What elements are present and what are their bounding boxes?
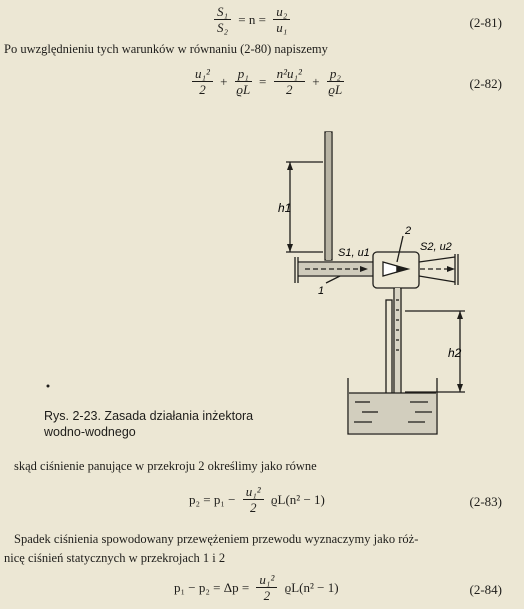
equation-2-84 <box>172 572 341 603</box>
equation-number: (2-82) <box>469 76 502 91</box>
piezometer-fill-1 <box>326 132 331 260</box>
fraction-numerator: S₁ <box>214 4 231 20</box>
equation-2-83 <box>187 484 327 515</box>
fraction-denominator: ϱL <box>328 82 343 97</box>
fraction-numerator: u₁² <box>243 484 264 500</box>
label-s1-u1: S1, u1 <box>338 247 370 259</box>
equation-lhs: p₁ − p₂ = Δp = <box>174 579 250 595</box>
label-h1: h1 <box>278 201 292 215</box>
paragraph-line-2: nicę ciśnień statycznych w przekrojach 1 i 2 <box>4 551 226 565</box>
equation-rhs: ϱL(n² − 1) <box>284 579 339 595</box>
label-s2-u2: S2, u2 <box>420 241 452 253</box>
plus-sign: + <box>220 73 228 89</box>
fraction-denominator: 2 <box>199 82 206 97</box>
fraction-numerator: u₁² <box>256 572 277 588</box>
fraction-denominator: 2 <box>249 500 257 515</box>
equation-number: (2-84) <box>469 582 502 597</box>
equation-number: (2-81) <box>469 15 502 30</box>
fraction-numerator: p₂ <box>327 66 344 82</box>
fraction-u1-sq-over-2 <box>243 484 264 515</box>
equation-number: (2-83) <box>469 494 502 509</box>
label-1: 1 <box>318 285 325 297</box>
fraction-u1-sq-over-2 <box>256 572 277 603</box>
fraction-denominator: S₂ <box>217 20 229 35</box>
equals-sign: = <box>259 73 267 89</box>
equation-lhs: p₂ = p₁ − <box>189 491 236 507</box>
label-h2: h2 <box>448 346 462 360</box>
paragraph-intro-2-82: Po uwzględnieniu tych warunków w równaniu (2-80) napiszemy <box>4 42 328 56</box>
fraction-numerator: p₁ <box>235 66 252 82</box>
figure-caption <box>44 408 253 440</box>
fraction-denominator: u₁ <box>276 20 288 35</box>
paragraph-line-1: Spadek ciśnienia spowodowany przewężeniem przewodu wyznaczymy jako róż- <box>14 532 419 546</box>
label-2: 2 <box>405 225 412 237</box>
paragraph-2-83: skąd ciśnienie panujące w przekroju 2 określimy jako równe <box>14 459 317 473</box>
fraction-numerator: n²u₁² <box>274 66 305 82</box>
fraction-numerator: u₁² <box>192 66 213 82</box>
fraction-denominator: 2 <box>286 82 293 97</box>
fraction-denominator: 2 <box>263 588 271 603</box>
caption-line-2: wodno-wodnego <box>44 425 136 439</box>
fraction-numerator: u₂ <box>273 4 290 20</box>
equation-rhs: ϱL(n² − 1) <box>270 491 325 507</box>
paragraph-2-84 <box>4 530 512 568</box>
plus-sign: + <box>312 73 320 89</box>
caption-line-1: Rys. 2-23. Zasada działania inżektora <box>44 409 254 423</box>
equation-middle: = n = <box>238 11 266 27</box>
fraction-denominator: ϱL <box>236 82 251 97</box>
